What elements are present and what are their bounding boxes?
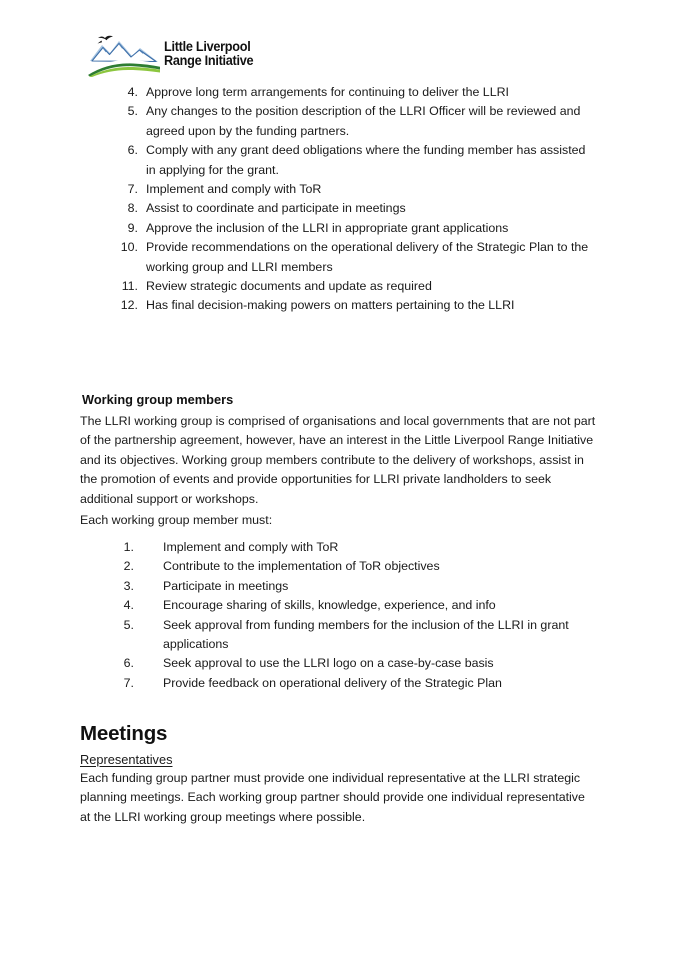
list-item (118, 277, 598, 296)
working-group-paragraph: The LLRI working group is comprised of organisations and local governments that are not part of the partnership agreement, however, have an interest in the Little Liverpool Range Initiative and its objectives. Working group members contribute to the delivery of workshops, assist in the promotion of events and provide opportunities for LLRI private landholders to seek additional support or workshops. (80, 414, 596, 506)
list-item-text: Any changes to the position description of the LLRI Officer will be reviewed and agreed upon by the funding partners. (146, 104, 581, 138)
list-item (118, 199, 598, 218)
list-item-number: 6. (123, 656, 134, 671)
list-item-number: 9. (127, 220, 138, 235)
funding-member-responsibilities-list (118, 83, 598, 316)
list-item-number: 1. (123, 540, 134, 554)
list-item-text: Provide feedback on operational delivery of the Strategic Plan (163, 675, 502, 690)
list-item-text: Approve the inclusion of the LLRI in appropriate grant applications (146, 220, 509, 235)
list-item-text: Seek approval from funding members for the inclusion of the LLRI in grant applications (163, 617, 569, 652)
meetings-heading: Meetings (80, 722, 168, 745)
list-item-text: Approve long term arrangements for continuing to deliver the LLRI (146, 85, 509, 99)
list-item-number: 5. (127, 104, 138, 119)
list-item (120, 616, 590, 655)
list-item-number: 5. (123, 617, 134, 632)
list-item (118, 83, 598, 102)
list-item-number: 12. (120, 298, 138, 313)
list-item-text: Assist to coordinate and participate in meetings (146, 201, 406, 216)
list-item-number: 7. (127, 182, 138, 197)
list-item-number: 2. (123, 559, 134, 574)
list-item-text: Participate in meetings (163, 578, 289, 593)
list-item-text: Review strategic documents and update as required (146, 279, 432, 294)
llri-logo (88, 30, 318, 78)
list-item (118, 180, 598, 199)
list-item (118, 219, 598, 238)
list-item (118, 141, 598, 180)
working-group-lead-in: Each working group member must: (80, 513, 273, 527)
logo-line-2: Range Initiative (164, 53, 254, 68)
list-item-text: Provide recommendations on the operational delivery of the Strategic Plan to the working group and LLRI members (146, 240, 589, 274)
working-group-member-duties-list (120, 538, 590, 693)
list-item-text: Encourage sharing of skills, knowledge, experience, and info (163, 598, 496, 613)
list-item-number: 4. (123, 598, 134, 613)
list-item (120, 674, 590, 693)
logo-mountain-icon (88, 31, 160, 77)
list-item (120, 557, 590, 576)
list-item-number: 6. (127, 143, 138, 158)
list-item-number: 11. (121, 279, 138, 294)
list-item-number: 4. (127, 85, 138, 99)
list-item-number: 7. (123, 675, 134, 690)
list-item-text: Comply with any grant deed obligations where the funding member has assisted in applying for the grant. (146, 143, 586, 177)
list-item-text: Contribute to the implementation of ToR objectives (163, 559, 440, 574)
list-item (118, 238, 598, 277)
list-item (120, 654, 590, 673)
list-item-text: Seek approval to use the LLRI logo on a case-by-case basis (163, 656, 494, 671)
list-item (120, 596, 590, 615)
list-item (120, 577, 590, 596)
list-item (118, 102, 598, 141)
list-item-text: Implement and comply with ToR (146, 182, 322, 197)
list-item-text: Implement and comply with ToR (163, 540, 339, 554)
list-item-text: Has final decision-making powers on matters pertaining to the LLRI (146, 298, 515, 313)
representatives-subheading: Representatives (80, 752, 173, 767)
working-group-heading: Working group members (82, 392, 234, 407)
logo-wordmark (164, 40, 259, 68)
list-item (120, 538, 590, 557)
list-item-number: 3. (123, 578, 134, 593)
meetings-paragraph: Each funding group partner must provide one individual representative at the LLRI strategic planning meetings. Each working group partner should provide one individual representative at the LLRI working group meetings where possible. (80, 771, 585, 824)
list-item (118, 296, 598, 315)
logo-line-1: Little Liverpool (164, 39, 251, 55)
list-item-number: 10. (120, 240, 138, 255)
list-item-number: 8. (127, 201, 138, 216)
